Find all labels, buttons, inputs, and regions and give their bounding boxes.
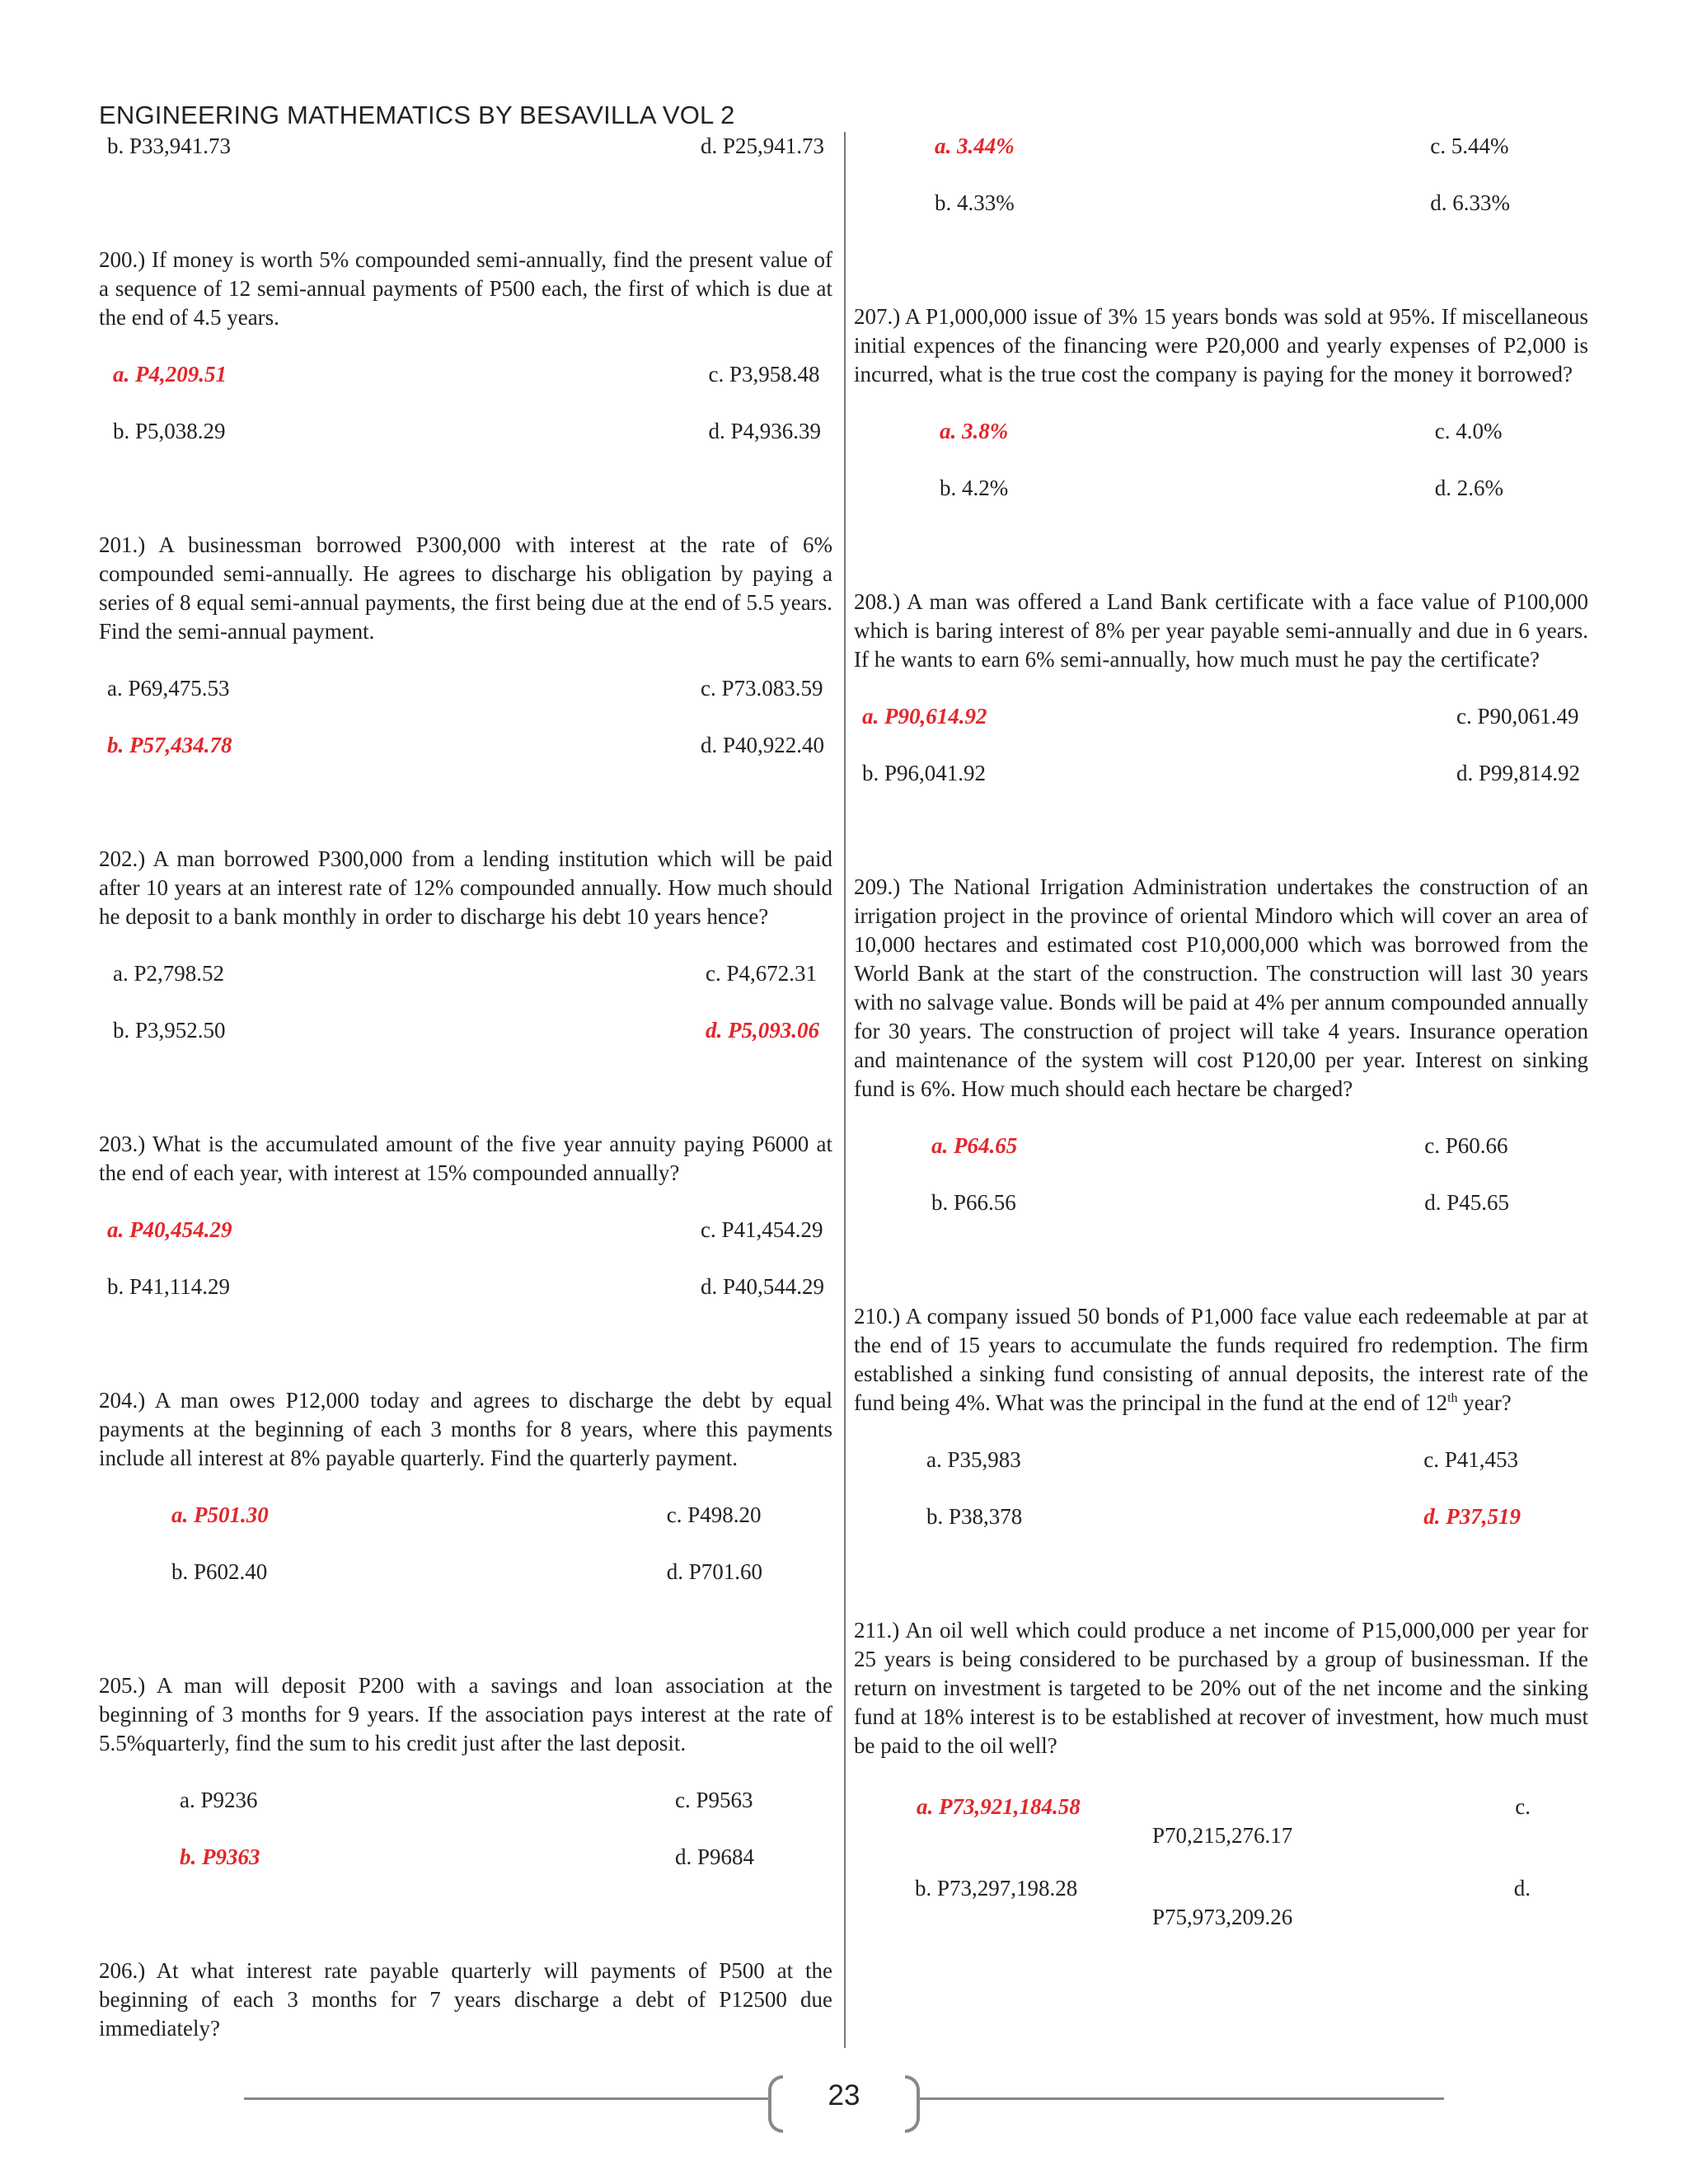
question-209: 209.) The National Irrigation Administration undertakes the construction of an irrigation project in the province of oriental Mindoro which will cover an area of 10,000 hectares and estimated cost P10,000,000 which was borrowed from the World Bank at the start of the construction. The construction will last 30 years with no salvage value. Bonds will be paid at 4% per annum compounded annually for 30 years. The construction of project will take 4 years. Insurance operation and maintenance of the system will cost P120,00 per year. Interest on sinking fund is 6%. How much should each hectare be charged?: [854, 874, 1588, 1101]
question-202: 202.) A man borrowed P300,000 from a lending institution which will be paid after 10 years at an interest rate of 12% compounded annually. How much should he deposit to a bank monthly in order to discharge his debt 10 years hence?: [99, 846, 832, 929]
question-205: 205.) A man will deposit P200 with a savings and loan association at the beginning of 3 months for 9 years. If the association pays interest at the rate of 5.5%quarterly, find the sum to his credit just after the last deposit.: [99, 1673, 832, 1755]
option-d: d. P40,544.29: [700, 1274, 824, 1299]
question-211: 211.) An oil well which could produce a net income of P15,000,000 per year for 25 years is being considered to be purchased by a group of businessman. If the return on investment is targeted to be 20% out of the net income and the sinking fund at 18% interest is to be established at recover of investment, how much must be paid to the oil well?: [854, 1618, 1588, 1758]
option-b: b. P57,434.78: [107, 733, 232, 757]
q201-options: [99, 674, 832, 760]
option-a: a. P9236: [180, 1788, 258, 1812]
option-b: b. P33,941.73: [107, 134, 232, 158]
option-a: a. P40,454.29: [107, 1217, 232, 1242]
question-200: 200.) If money is worth 5% compounded semi-annually, find the present value of a sequence of 12 semi-annual payments of P500 each, the first of which is due at the end of 4.5 years.: [99, 247, 832, 330]
page-number: 23: [828, 2079, 860, 2111]
option-a: a. 3.44%: [935, 134, 1015, 158]
option-b: b. P5,038.29: [113, 419, 226, 443]
q204-options: [99, 1501, 832, 1586]
q202-options: [99, 959, 832, 1045]
question-210: [854, 1302, 1588, 1418]
q206-options: [854, 132, 1588, 218]
q207-options: [854, 417, 1588, 503]
option-d-label: d.: [1513, 1876, 1531, 1900]
option-d: d. P701.60: [666, 1559, 762, 1584]
option-d: d. P45.65: [1424, 1190, 1509, 1215]
question-201: 201.) A businessman borrowed P300,000 with interest at the rate of 6% compounded semi-annually. He agrees to discharge his obligation by paying a series of 8 equal semi-annual payments, the first being due at the end of 5.5 years. Find the semi-annual payment.: [99, 532, 832, 644]
option-c: c. P498.20: [666, 1502, 762, 1527]
option-d: d. P40,922.40: [700, 733, 824, 757]
option-a: a. 3.8%: [940, 419, 1009, 443]
q203-options: [99, 1216, 832, 1301]
option-a: a. P35,983: [926, 1447, 1021, 1472]
q211-options-row1: [854, 1788, 1588, 1846]
right-bracket-icon: [905, 2075, 920, 2133]
q210-ordinal-suffix: th: [1447, 1391, 1458, 1405]
option-d: d. P5,093.06: [706, 1018, 819, 1043]
option-c: c. P9563: [674, 1788, 753, 1812]
option-d: d. P25,941.73: [700, 134, 824, 158]
q200-options: [99, 360, 832, 446]
q210-text: 210.) A company issued 50 bonds of P1,000 face value each redeemable at par at the end of 15 years to accumulate the funds required fro redemption. The firm established a sinking fund consisting of annual deposits, the interest rate of the fund being 4%. What was the principal in the fund at the end of 12: [854, 1304, 1588, 1415]
option-c: c. 4.0%: [1434, 419, 1503, 443]
left-bracket-icon: [768, 2075, 783, 2133]
option-c: c. P73.083.59: [700, 676, 823, 701]
q205-options: [99, 1786, 832, 1872]
option-a: a. P73,921,184.58: [917, 1794, 1081, 1819]
q208-options: [854, 702, 1588, 788]
option-b: b. P73,297,198.28: [915, 1876, 1078, 1900]
option-c: c. P60.66: [1424, 1133, 1508, 1158]
option-c: c. P90,061.49: [1456, 704, 1579, 729]
option-d-value: P75,973,209.26: [1152, 1905, 1293, 1929]
q211-options-row2: [854, 1874, 1588, 1932]
option-c: c. 5.44%: [1430, 134, 1509, 158]
option-d: d. P99,814.92: [1456, 761, 1580, 785]
option-a: a. P90,614.92: [862, 704, 987, 729]
question-206: 206.) At what interest rate payable quarterly will payments of P500 at the beginning of each 3 months for 7 years discharge a debt of P12500 due immediately?: [99, 1958, 832, 2041]
option-d: d. P4,936.39: [708, 419, 821, 443]
document-header: ENGINEERING MATHEMATICS BY BESAVILLA VOL 2: [99, 101, 735, 129]
option-b: b. P66.56: [931, 1190, 1016, 1215]
option-c: c. P4,672.31: [706, 961, 817, 986]
question-203: 203.) What is the accumulated amount of the five year annuity paying P6000 at the end of each year, with interest at 15% compounded annually?: [99, 1132, 832, 1185]
option-a: a. P501.30: [171, 1502, 269, 1527]
footer-rule-left: [244, 2097, 768, 2100]
q199-options: [99, 132, 832, 161]
option-a: a. P2,798.52: [113, 961, 224, 986]
option-a: a. P69,475.53: [107, 676, 230, 701]
footer-rule-right: [920, 2097, 1444, 2100]
option-d: d. 6.33%: [1430, 190, 1510, 215]
option-b: b. P41,114.29: [107, 1274, 231, 1299]
option-b: b. P9363: [180, 1844, 260, 1869]
q209-options: [854, 1132, 1588, 1217]
right-column: [854, 132, 1588, 1932]
option-b: b. 4.2%: [940, 476, 1009, 500]
option-c-label: c.: [1515, 1794, 1531, 1819]
option-c: c. P41,454.29: [700, 1217, 823, 1242]
option-b: b. P96,041.92: [862, 761, 987, 785]
column-divider: [844, 132, 846, 2048]
option-d: d. P9684: [674, 1844, 754, 1869]
option-b: b. 4.33%: [935, 190, 1015, 215]
option-d: d. 2.6%: [1434, 476, 1503, 500]
option-c: c. P3,958.48: [708, 362, 820, 387]
option-d: d. P37,519: [1423, 1504, 1521, 1529]
q210-text-end: year?: [1457, 1390, 1512, 1415]
option-a: a. P4,209.51: [113, 362, 227, 387]
option-c-value: P70,215,276.17: [1152, 1823, 1293, 1848]
option-c: c. P41,453: [1423, 1447, 1518, 1472]
question-207: 207.) A P1,000,000 issue of 3% 15 years bonds was sold at 95%. If miscellaneous initial expences of the financing were P20,000 and yearly expenses of P2,000 is incurred, what is the true cost the company is paying for the money it borrowed?: [854, 304, 1588, 387]
question-204: 204.) A man owes P12,000 today and agrees to discharge the debt by equal payments at the beginning of each 3 months for 8 years, where this payments include all interest at 8% payable quarterly. Find the quarterly payment.: [99, 1388, 832, 1470]
question-208: 208.) A man was offered a Land Bank certificate with a face value of P100,000 which is baring interest of 8% per year payable semi-annually and due in 6 years. If he wants to earn 6% semi-annually, how much must he pay the certificate?: [854, 589, 1588, 672]
option-b: b. P3,952.50: [113, 1018, 226, 1043]
option-b: b. P602.40: [171, 1559, 268, 1584]
option-a: a. P64.65: [931, 1133, 1018, 1158]
left-column: [99, 132, 832, 2043]
q210-options: [854, 1446, 1588, 1531]
option-b: b. P38,378: [926, 1504, 1023, 1529]
